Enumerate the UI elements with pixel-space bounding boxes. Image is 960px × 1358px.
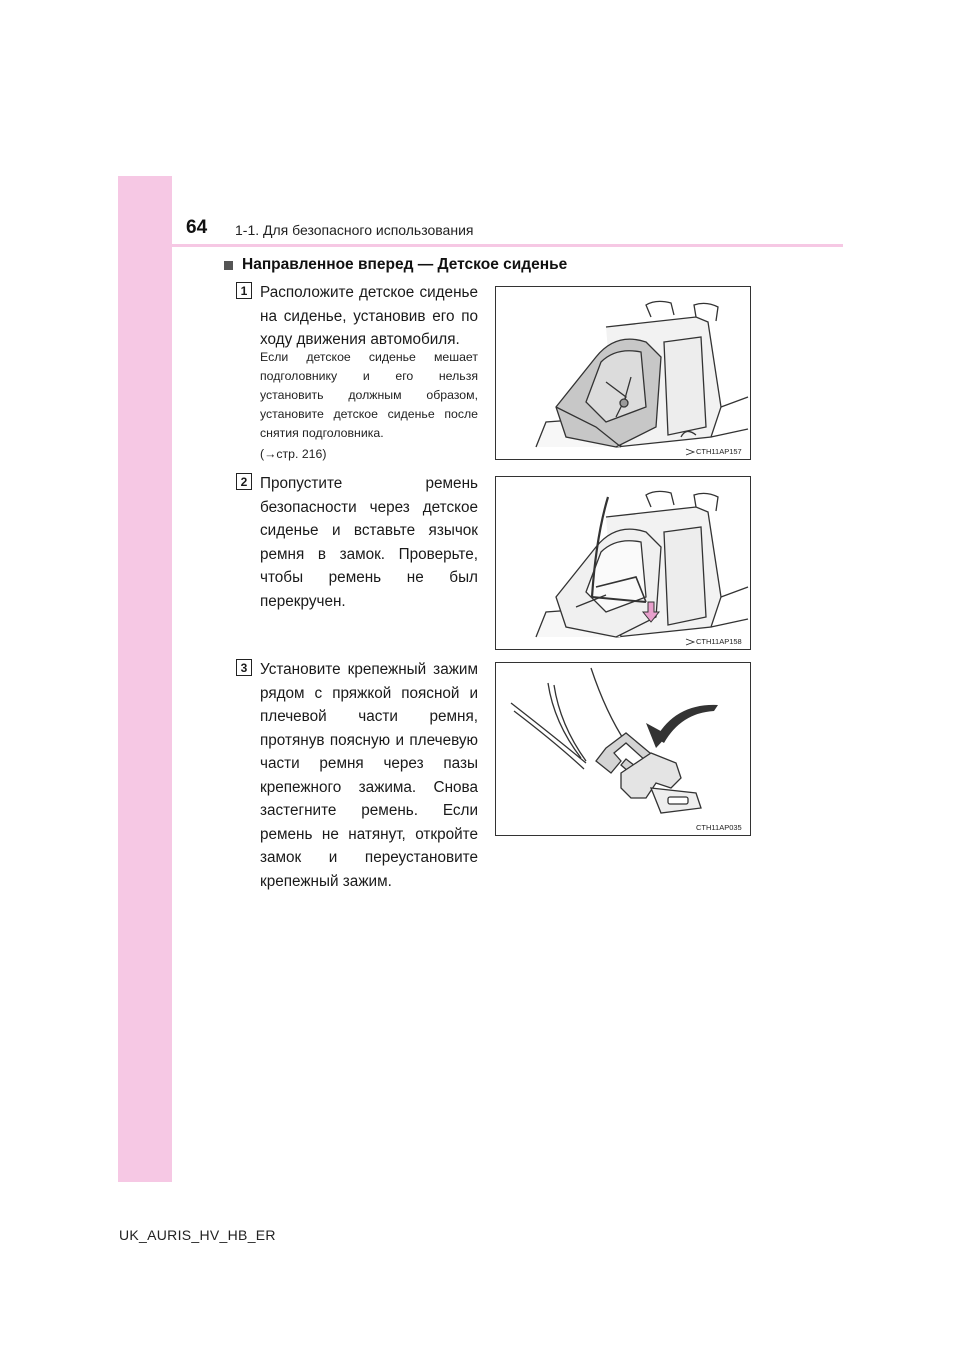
figure-3-code: CTH11AP035 xyxy=(696,823,742,832)
heading-text: Направленное вперед — Детское сиденье xyxy=(242,256,568,273)
figure-locking-clip xyxy=(495,662,751,836)
subsection-heading xyxy=(224,256,567,274)
step-3-text: Установите крепежный зажим рядом с пряжкой поясной и плечевой части ремня, протянув поясную и плечевую части ремня через пазы крепежного зажима. Снова застегните ремень. Если ремень не натянут, откройте замок и переустановите крепежный зажим. xyxy=(260,661,478,890)
step-badge-2: 2 xyxy=(236,473,252,490)
figure-2-code: CTH11AP158 xyxy=(696,637,742,646)
square-bullet-icon xyxy=(224,261,233,270)
figure-1-code: CTH11AP157 xyxy=(696,447,742,456)
step-badge-3: 3 xyxy=(236,659,252,676)
document-code: UK_AURIS_HV_HB_ER xyxy=(119,1227,276,1243)
page-number: 64 xyxy=(186,217,208,238)
step-2-text: Пропустите ремень безопасности через детское сиденье и вставьте язычок ремня в замок. Проверьте, чтобы ремень не был перекручен. xyxy=(260,475,478,610)
side-color-band xyxy=(118,176,172,1182)
child-seat-illustration xyxy=(496,287,750,459)
step-1-text: Расположите детское сиденье на сиденье, установив его по ходу движения автомобиля. xyxy=(260,284,478,348)
belt-routing-illustration xyxy=(496,477,750,649)
step-badge-1: 1 xyxy=(236,282,252,299)
figure-belt-routing xyxy=(495,476,751,650)
header-rule xyxy=(118,244,843,247)
step-1-note: Если детское сиденье мешает подголовнику и его нельзя установить должным образом, установите детское сиденье после снятия подголовника. xyxy=(260,350,478,440)
step-1-page-reference[interactable]: (→стр. 216) xyxy=(260,447,327,461)
locking-clip-illustration xyxy=(496,663,750,835)
figure-child-seat-placed xyxy=(495,286,751,460)
section-title: 1-1. Для безопасного использования xyxy=(235,222,474,238)
